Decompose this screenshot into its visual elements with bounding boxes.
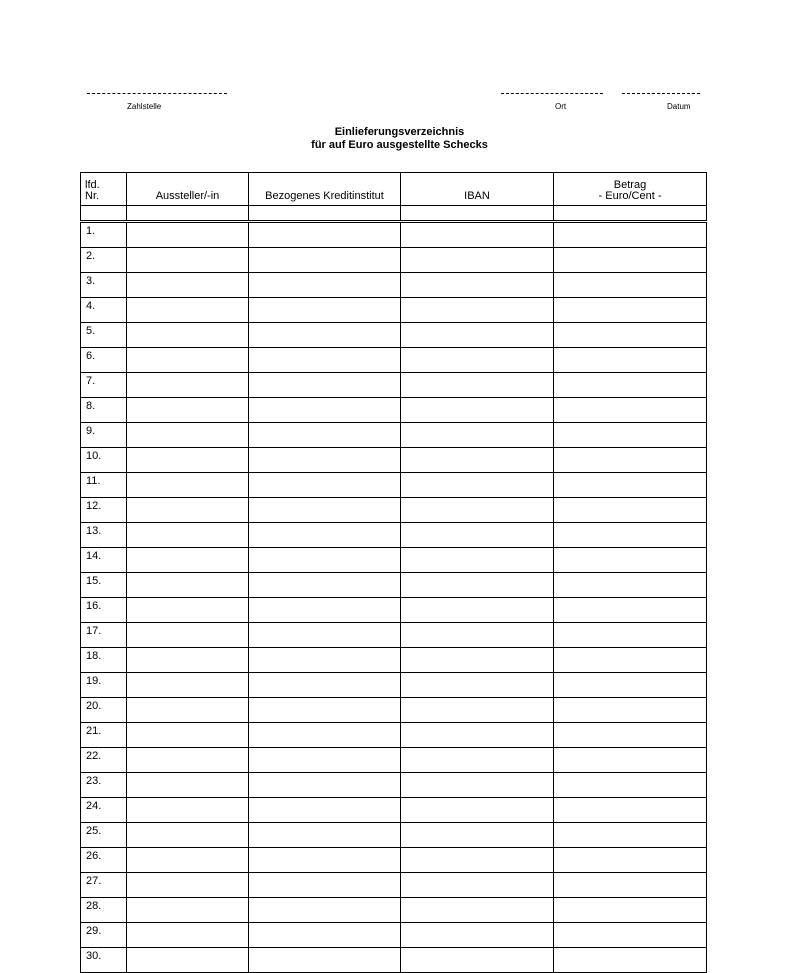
iban-cell[interactable] [401, 623, 554, 648]
betrag-cell[interactable] [554, 523, 707, 548]
row-number: 3. [81, 273, 127, 298]
iban-cell[interactable] [401, 448, 554, 473]
spacer-cell [81, 206, 127, 222]
row-number: 15. [81, 573, 127, 598]
row-number: 9. [81, 423, 127, 448]
row-number: 14. [81, 548, 127, 573]
betrag-cell[interactable] [554, 748, 707, 773]
row-number: 23. [81, 773, 127, 798]
table-row [81, 398, 707, 423]
row-number: 7. [81, 373, 127, 398]
iban-cell[interactable] [401, 423, 554, 448]
betrag-cell[interactable] [554, 723, 707, 748]
betrag-cell[interactable] [554, 473, 707, 498]
datum-line [622, 93, 700, 94]
betrag-cell[interactable] [554, 648, 707, 673]
table-row [81, 623, 707, 648]
table-row [81, 298, 707, 323]
aussteller-cell[interactable] [127, 673, 249, 698]
kreditinstitut-cell[interactable] [249, 323, 401, 348]
betrag-cell[interactable] [554, 673, 707, 698]
header-nr: Nr. [85, 190, 100, 202]
aussteller-cell[interactable] [127, 798, 249, 823]
iban-cell[interactable] [401, 398, 554, 423]
aussteller-cell[interactable] [127, 873, 249, 898]
table-row [81, 523, 707, 548]
betrag-cell[interactable] [554, 923, 707, 948]
row-number: 13. [81, 523, 127, 548]
title-line-2: für auf Euro ausgestellte Schecks [311, 139, 488, 151]
iban-cell[interactable] [401, 298, 554, 323]
table-row [81, 823, 707, 848]
ort-line [501, 93, 603, 94]
iban-cell[interactable] [401, 648, 554, 673]
kreditinstitut-cell[interactable] [249, 848, 401, 873]
iban-cell[interactable] [401, 248, 554, 273]
kreditinstitut-cell[interactable] [249, 873, 401, 898]
table-row [81, 548, 707, 573]
header-spacer-row [81, 206, 707, 222]
row-number: 26. [81, 848, 127, 873]
iban-cell[interactable] [401, 773, 554, 798]
betrag-cell[interactable] [554, 698, 707, 723]
zahlstelle-line [87, 93, 227, 94]
document-title [0, 126, 799, 152]
iban-cell[interactable] [401, 222, 554, 248]
betrag-cell[interactable] [554, 548, 707, 573]
aussteller-cell[interactable] [127, 323, 249, 348]
iban-cell[interactable] [401, 923, 554, 948]
aussteller-cell[interactable] [127, 423, 249, 448]
header-betrag-line2: - Euro/Cent - [598, 190, 662, 202]
table-row [81, 748, 707, 773]
kreditinstitut-cell[interactable] [249, 373, 401, 398]
kreditinstitut-cell[interactable] [249, 448, 401, 473]
zahlstelle-label: Zahlstelle [127, 102, 162, 111]
aussteller-cell[interactable] [127, 898, 249, 923]
aussteller-cell[interactable] [127, 598, 249, 623]
table-row [81, 648, 707, 673]
iban-cell[interactable] [401, 473, 554, 498]
iban-cell[interactable] [401, 698, 554, 723]
kreditinstitut-cell[interactable] [249, 623, 401, 648]
row-number: 18. [81, 648, 127, 673]
aussteller-cell[interactable] [127, 448, 249, 473]
table-row [81, 848, 707, 873]
header-iban: IBAN [401, 173, 554, 206]
table-row [81, 923, 707, 948]
betrag-cell[interactable] [554, 398, 707, 423]
row-number: 4. [81, 298, 127, 323]
kreditinstitut-cell[interactable] [249, 698, 401, 723]
table-header-row [81, 173, 707, 206]
aussteller-cell[interactable] [127, 398, 249, 423]
betrag-cell[interactable] [554, 848, 707, 873]
iban-cell[interactable] [401, 323, 554, 348]
kreditinstitut-cell[interactable] [249, 248, 401, 273]
row-number: 21. [81, 723, 127, 748]
row-number: 11. [81, 473, 127, 498]
table-row [81, 273, 707, 298]
kreditinstitut-cell[interactable] [249, 298, 401, 323]
table-row [81, 573, 707, 598]
betrag-cell[interactable] [554, 248, 707, 273]
table-row [81, 323, 707, 348]
row-number: 16. [81, 598, 127, 623]
betrag-cell[interactable] [554, 873, 707, 898]
row-number: 28. [81, 898, 127, 923]
header-lfd: lfd. [85, 179, 100, 191]
aussteller-cell[interactable] [127, 823, 249, 848]
table-row [81, 423, 707, 448]
title-line-1: Einlieferungsverzeichnis [334, 126, 465, 138]
aussteller-cell[interactable] [127, 748, 249, 773]
table-row [81, 798, 707, 823]
iban-cell[interactable] [401, 723, 554, 748]
kreditinstitut-cell[interactable] [249, 723, 401, 748]
kreditinstitut-cell[interactable] [249, 573, 401, 598]
kreditinstitut-cell[interactable] [249, 548, 401, 573]
betrag-cell[interactable] [554, 898, 707, 923]
table-body [81, 222, 707, 973]
betrag-cell[interactable] [554, 773, 707, 798]
aussteller-cell[interactable] [127, 523, 249, 548]
row-number: 1. [81, 222, 127, 248]
betrag-cell[interactable] [554, 623, 707, 648]
iban-cell[interactable] [401, 523, 554, 548]
table-row [81, 222, 707, 248]
kreditinstitut-cell[interactable] [249, 523, 401, 548]
header-lfd-nr [81, 173, 127, 206]
iban-cell[interactable] [401, 798, 554, 823]
kreditinstitut-cell[interactable] [249, 473, 401, 498]
table-row [81, 723, 707, 748]
row-number: 19. [81, 673, 127, 698]
aussteller-cell[interactable] [127, 773, 249, 798]
iban-cell[interactable] [401, 748, 554, 773]
table-row [81, 348, 707, 373]
aussteller-cell[interactable] [127, 623, 249, 648]
aussteller-cell[interactable] [127, 222, 249, 248]
header-betrag [554, 173, 707, 206]
betrag-cell[interactable] [554, 222, 707, 248]
iban-cell[interactable] [401, 898, 554, 923]
table-row [81, 498, 707, 523]
kreditinstitut-cell[interactable] [249, 222, 401, 248]
iban-cell[interactable] [401, 598, 554, 623]
betrag-cell[interactable] [554, 298, 707, 323]
kreditinstitut-cell[interactable] [249, 498, 401, 523]
aussteller-cell[interactable] [127, 498, 249, 523]
row-number: 2. [81, 248, 127, 273]
betrag-cell[interactable] [554, 323, 707, 348]
betrag-cell[interactable] [554, 348, 707, 373]
kreditinstitut-cell[interactable] [249, 423, 401, 448]
betrag-cell[interactable] [554, 798, 707, 823]
kreditinstitut-cell[interactable] [249, 648, 401, 673]
table-row [81, 373, 707, 398]
table-row [81, 898, 707, 923]
row-number: 29. [81, 923, 127, 948]
spacer-cell [249, 206, 401, 222]
row-number: 27. [81, 873, 127, 898]
betrag-cell[interactable] [554, 273, 707, 298]
betrag-cell[interactable] [554, 573, 707, 598]
aussteller-cell[interactable] [127, 473, 249, 498]
kreditinstitut-cell[interactable] [249, 348, 401, 373]
aussteller-cell[interactable] [127, 298, 249, 323]
datum-label: Datum [667, 102, 691, 111]
aussteller-cell[interactable] [127, 548, 249, 573]
betrag-cell[interactable] [554, 498, 707, 523]
row-number: 22. [81, 748, 127, 773]
iban-cell[interactable] [401, 573, 554, 598]
row-number: 17. [81, 623, 127, 648]
betrag-cell[interactable] [554, 598, 707, 623]
row-number: 24. [81, 798, 127, 823]
iban-cell[interactable] [401, 548, 554, 573]
iban-cell[interactable] [401, 873, 554, 898]
kreditinstitut-cell[interactable] [249, 923, 401, 948]
ort-label: Ort [555, 102, 567, 111]
aussteller-cell[interactable] [127, 573, 249, 598]
iban-cell[interactable] [401, 498, 554, 523]
aussteller-cell[interactable] [127, 273, 249, 298]
betrag-cell[interactable] [554, 448, 707, 473]
aussteller-cell[interactable] [127, 348, 249, 373]
aussteller-cell[interactable] [127, 698, 249, 723]
table-row [81, 873, 707, 898]
iban-cell[interactable] [401, 273, 554, 298]
row-number: 30. [81, 948, 127, 973]
aussteller-cell[interactable] [127, 248, 249, 273]
check-list-table [80, 172, 707, 973]
table-row [81, 248, 707, 273]
kreditinstitut-cell[interactable] [249, 273, 401, 298]
aussteller-cell[interactable] [127, 848, 249, 873]
row-number: 6. [81, 348, 127, 373]
kreditinstitut-cell[interactable] [249, 673, 401, 698]
kreditinstitut-cell[interactable] [249, 773, 401, 798]
header-aussteller: Aussteller/-in [127, 173, 249, 206]
kreditinstitut-cell[interactable] [249, 823, 401, 848]
table-row [81, 473, 707, 498]
kreditinstitut-cell[interactable] [249, 798, 401, 823]
kreditinstitut-cell[interactable] [249, 898, 401, 923]
iban-cell[interactable] [401, 848, 554, 873]
row-number: 8. [81, 398, 127, 423]
header-kreditinstitut: Bezogenes Kreditinstitut [249, 173, 401, 206]
aussteller-cell[interactable] [127, 648, 249, 673]
spacer-cell [554, 206, 707, 222]
kreditinstitut-cell[interactable] [249, 598, 401, 623]
aussteller-cell[interactable] [127, 373, 249, 398]
kreditinstitut-cell[interactable] [249, 748, 401, 773]
spacer-cell [127, 206, 249, 222]
aussteller-cell[interactable] [127, 923, 249, 948]
row-number: 25. [81, 823, 127, 848]
header-betrag-line1: Betrag [613, 179, 647, 191]
betrag-cell[interactable] [554, 373, 707, 398]
table-row [81, 773, 707, 798]
row-number: 20. [81, 698, 127, 723]
row-number: 10. [81, 448, 127, 473]
row-number: 12. [81, 498, 127, 523]
iban-cell[interactable] [401, 823, 554, 848]
aussteller-cell[interactable] [127, 723, 249, 748]
iban-cell[interactable] [401, 348, 554, 373]
spacer-cell [401, 206, 554, 222]
table-row [81, 448, 707, 473]
kreditinstitut-cell[interactable] [249, 398, 401, 423]
iban-cell[interactable] [401, 373, 554, 398]
betrag-cell[interactable] [554, 423, 707, 448]
table-row [81, 673, 707, 698]
table-row [81, 698, 707, 723]
row-number: 5. [81, 323, 127, 348]
iban-cell[interactable] [401, 673, 554, 698]
table-row [81, 598, 707, 623]
betrag-cell[interactable] [554, 823, 707, 848]
